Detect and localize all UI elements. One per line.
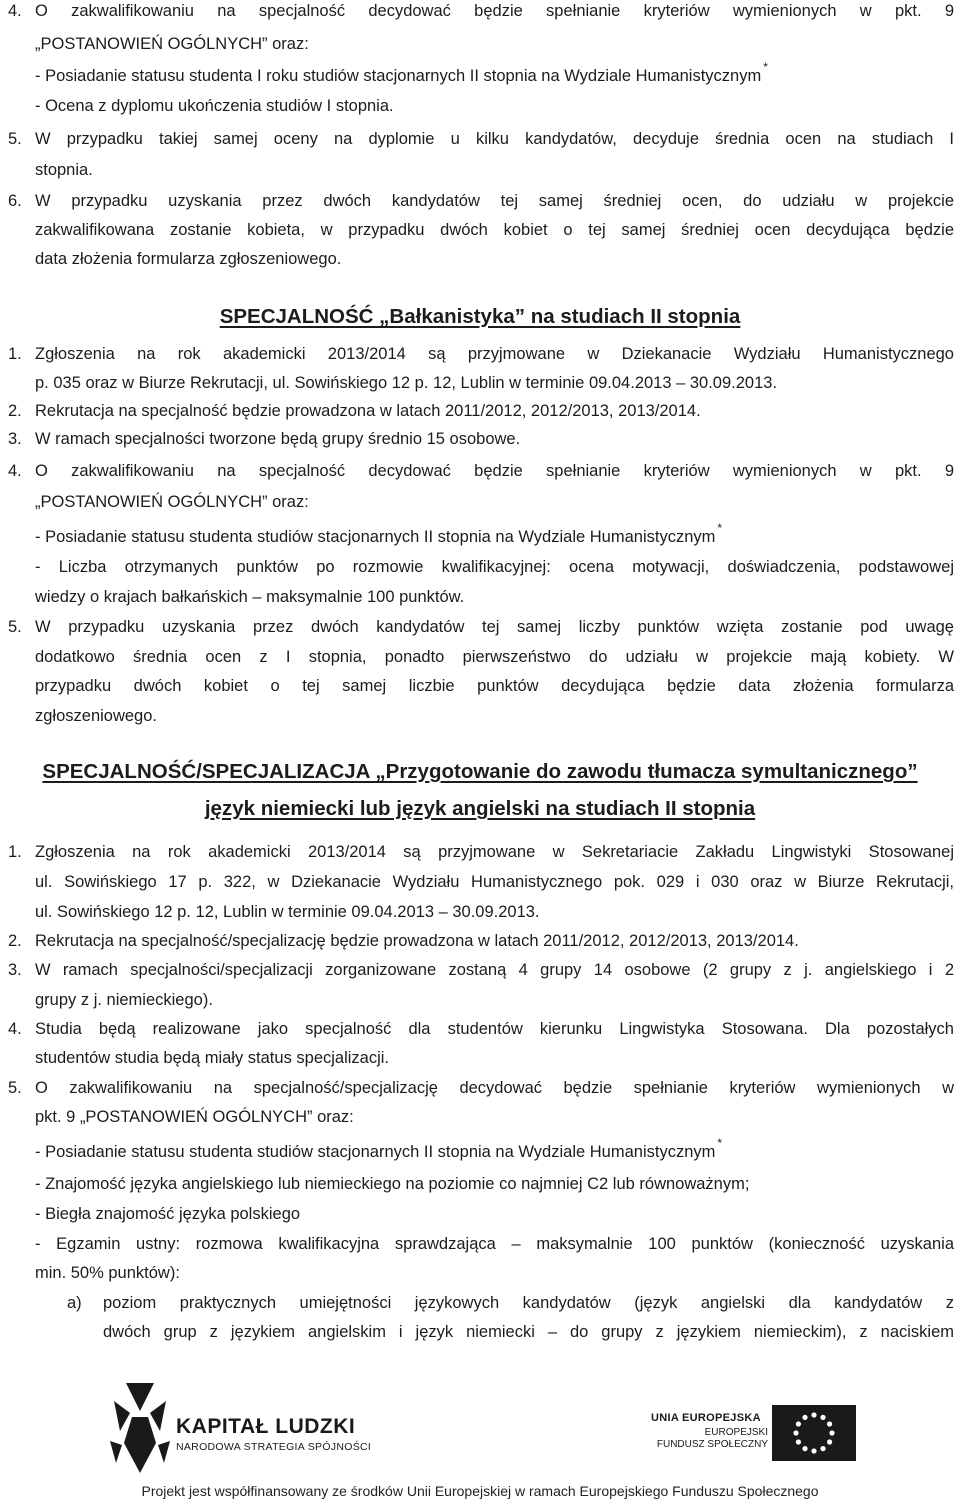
bullet-text: wiedzy o krajach bałkańskich – maksymalnie 100 punktów. (35, 588, 465, 606)
sec2-subitem-a-line-2 (0, 1317, 960, 1347)
item-number: 5. (8, 1079, 22, 1097)
item-text: W przypadku uzyskania przez dwóch kandydatów tej samej średniej ocen, do udziału w projekcie (35, 192, 954, 210)
sec2-item-5-line-2 (0, 1102, 960, 1132)
eu-flag-icon (772, 1405, 856, 1461)
item-text: ul. Sowińskiego 17 p. 322, w Dziekanacie Wydziału Humanistycznego pok. 029 i 030 oraz w Biurze Rekrutacji, (35, 873, 954, 891)
pre-item-6-line-3 (0, 244, 960, 274)
sec2-item-4-line-2 (0, 1043, 960, 1073)
item-number: 4. (8, 462, 22, 480)
item-text: „POSTANOWIEŃ OGÓLNYCH” oraz: (35, 493, 309, 511)
kapital-ludzki-title: KAPITAŁ LUDZKI (176, 1415, 356, 1438)
bullet-text: - Egzamin ustny: rozmowa kwalifikacyjna sprawdzająca – maksymalnie 100 punktów (konieczność uzyskania (35, 1235, 954, 1253)
bullet-text: min. 50% punktów): (35, 1264, 180, 1282)
item-number: 3. (8, 430, 22, 448)
item-text: studentów studia będą miały status specjalizacji. (35, 1049, 390, 1067)
item-text: W ramach specjalności/specjalizacji zorganizowane zostaną 4 grupy 14 osobowe (2 grupy z j. angielskiego i 2 (35, 961, 954, 979)
item-text: przypadku dwóch kobiet o tej samej liczbie punktów decydująca będzie data złożenia formularza (35, 677, 954, 695)
item-number: 5. (8, 130, 22, 148)
item-text: dodatkowo średnia ocen z I stopnia, ponadto pierwszeństwo do udziału w projekcie mają kobiety. W (35, 648, 954, 666)
footer-logos (0, 1383, 960, 1473)
item-text: ul. Sowińskiego 12 p. 12, Lublin w terminie 09.04.2013 – 30.09.2013. (35, 903, 540, 921)
sec2-item-3-line-1 (0, 955, 960, 985)
sec1-bullet-1 (0, 522, 960, 552)
item-text: zakwalifikowana zostanie kobieta, w przypadku dwóch kobiet o tej samej średniej ocen decydująca będzie (35, 221, 954, 239)
item-text: zgłoszeniowego. (35, 707, 157, 725)
pre-item-5-line-1 (0, 124, 960, 154)
sec2-item-1-line-2 (0, 867, 960, 897)
sec2-item-1-line-1 (0, 837, 960, 867)
item-text: O zakwalifikowaniu na specjalność/specjalizację decydować będzie spełnianie kryteriów wymienionych w (35, 1079, 954, 1097)
item-text: Rekrutacja na specjalność/specjalizację będzie prowadzona w latach 2011/2012, 2012/2013, 2013/2014. (35, 932, 799, 950)
item-number: 2. (8, 932, 22, 950)
bullet-text: - Liczba otrzymanych punktów po rozmowie kwalifikacyjnej: ocena motywacji, doświadczenia, podstawowej (35, 558, 954, 576)
subitem-text: poziom praktycznych umiejętności językowych kandydatów (język angielski dla kandydatów z (103, 1294, 954, 1312)
sec2-bullet-4-line-1 (0, 1229, 960, 1259)
pre-item-4-line-2 (0, 29, 960, 59)
item-number: 5. (8, 618, 22, 636)
sec2-item-2 (0, 926, 960, 956)
bullet-text: - Biegła znajomość języka polskiego (35, 1205, 301, 1223)
item-text: „POSTANOWIEŃ OGÓLNYCH” oraz: (35, 35, 309, 53)
subitem-text: dwóch grup z językiem angielskim i język niemiecki – do grupy z językiem niemieckim), z naciskiem (103, 1323, 954, 1341)
bullet-text: - Posiadanie statusu studenta studiów stacjonarnych II stopnia na Wydziale Humanistycznym * (35, 1136, 723, 1161)
item-text: p. 035 oraz w Biurze Rekrutacji, ul. Sowińskiego 12 p. 12, Lublin w terminie 09.04.2013 – 30.09.2013. (35, 374, 778, 392)
sec1-item-1-line-1 (0, 339, 960, 369)
sec2-bullet-1 (0, 1137, 960, 1167)
item-text: pkt. 9 „POSTANOWIEŃ OGÓLNYCH” oraz: (35, 1108, 354, 1126)
item-text: W przypadku takiej samej oceny na dyplomie u kilku kandydatów, decyduje średnia ocen na studiach I (35, 130, 954, 148)
section-2-heading-line-2: język niemiecki lub język angielski na studiach II stopnia (204, 797, 756, 820)
item-number: 1. (8, 345, 22, 363)
sec1-bullet-2-line-1 (0, 552, 960, 582)
sec2-item-4-line-1 (0, 1014, 960, 1044)
sec1-bullet-2-line-2 (0, 582, 960, 612)
sec1-item-3 (0, 424, 960, 454)
item-text: O zakwalifikowaniu na specjalność decydować będzie spełnianie kryteriów wymienionych w pkt. 9 (35, 462, 954, 480)
item-number: 6. (8, 192, 22, 210)
sec2-bullet-4-line-2 (0, 1258, 960, 1288)
section-2-heading-line-1: SPECJALNOŚĆ/SPECJALIZACJA „Przygotowanie do zawodu tłumacza symultanicznego” (42, 760, 918, 783)
item-text: Zgłoszenia na rok akademicki 2013/2014 są przyjmowane w Sekretariacie Zakładu Lingwistyki Stosowanej (35, 843, 954, 861)
item-text: Studia będą realizowane jako specjalność dla studentów kierunku Lingwistyka Stosowana. Dla pozostałych (35, 1020, 954, 1038)
item-number: 3. (8, 961, 22, 979)
bullet-text: - Posiadanie statusu studenta I roku studiów stacjonarnych II stopnia na Wydziale Humanistycznym * (35, 60, 768, 85)
sec1-item-4-line-2 (0, 487, 960, 517)
pre-item-6-line-2 (0, 215, 960, 245)
item-text: O zakwalifikowaniu na specjalność decydować będzie spełnianie kryteriów wymienionych w pkt. 9 (35, 2, 954, 20)
kapital-ludzki-subtitle: NARODOWA STRATEGIA SPÓJNOŚCI (176, 1441, 372, 1453)
sec2-subitem-a-line-1 (0, 1288, 960, 1318)
sec2-item-1-line-3 (0, 897, 960, 927)
eu-line-3: FUNDUSZ SPOŁECZNY (656, 1439, 768, 1450)
eu-line-2: EUROPEJSKI (704, 1427, 768, 1438)
sec1-item-5-line-1 (0, 612, 960, 642)
pre-item-5-line-2 (0, 155, 960, 185)
item-number: 1. (8, 843, 22, 861)
item-number: 4. (8, 1020, 22, 1038)
subitem-label: a) (67, 1294, 82, 1312)
kapital-ludzki-emblem-icon (110, 1383, 170, 1473)
item-text: data złożenia formularza zgłoszeniowego. (35, 250, 342, 268)
pre-bullet-2 (0, 91, 960, 121)
item-text: grupy z j. niemieckiego). (35, 991, 213, 1009)
sec2-bullet-2 (0, 1169, 960, 1199)
item-text: Rekrutacja na specjalność będzie prowadzona w latach 2011/2012, 2012/2013, 2013/2014. (35, 402, 701, 420)
bullet-text: - Posiadanie statusu studenta studiów stacjonarnych II stopnia na Wydziale Humanistycznym * (35, 521, 723, 546)
footer-cofinancing-note: Projekt jest współfinansowany ze środków Unii Europejskiej w ramach Europejskiego Funduszu Społecznego (141, 1483, 819, 1499)
sec2-item-3-line-2 (0, 985, 960, 1015)
sec2-item-5-line-1 (0, 1073, 960, 1103)
sec2-bullet-3 (0, 1199, 960, 1229)
sec1-item-4-line-1 (0, 456, 960, 486)
item-number: 4. (8, 2, 22, 20)
bullet-text: - Ocena z dyplomu ukończenia studiów I stopnia. (35, 97, 394, 115)
item-text: Zgłoszenia na rok akademicki 2013/2014 są przyjmowane w Dziekanacie Wydziału Humanistycznego (35, 345, 954, 363)
item-text: stopnia. (35, 161, 93, 179)
bullet-text: - Znajomość języka angielskiego lub niemieckiego na poziomie co najmniej C2 lub równoważnym; (35, 1175, 750, 1193)
item-text: W ramach specjalności tworzone będą grupy średnio 15 osobowe. (35, 430, 521, 448)
eu-title: UNIA EUROPEJSKA (651, 1412, 761, 1424)
sec1-item-1-line-2 (0, 368, 960, 398)
pre-item-4-line-1 (0, 0, 960, 26)
item-text: W przypadku uzyskania przez dwóch kandydatów tej samej liczby punktów wzięta zostanie pod uwagę (35, 618, 954, 636)
sec1-item-5-line-2 (0, 642, 960, 672)
sec1-item-5-line-4 (0, 701, 960, 731)
pre-bullet-1 (0, 61, 960, 91)
section-1-heading: SPECJALNOŚĆ „Bałkanistyka” na studiach II stopnia (219, 305, 741, 328)
pre-item-6-line-1 (0, 186, 960, 216)
sec1-item-2 (0, 396, 960, 426)
item-number: 2. (8, 402, 22, 420)
sec1-item-5-line-3 (0, 671, 960, 701)
